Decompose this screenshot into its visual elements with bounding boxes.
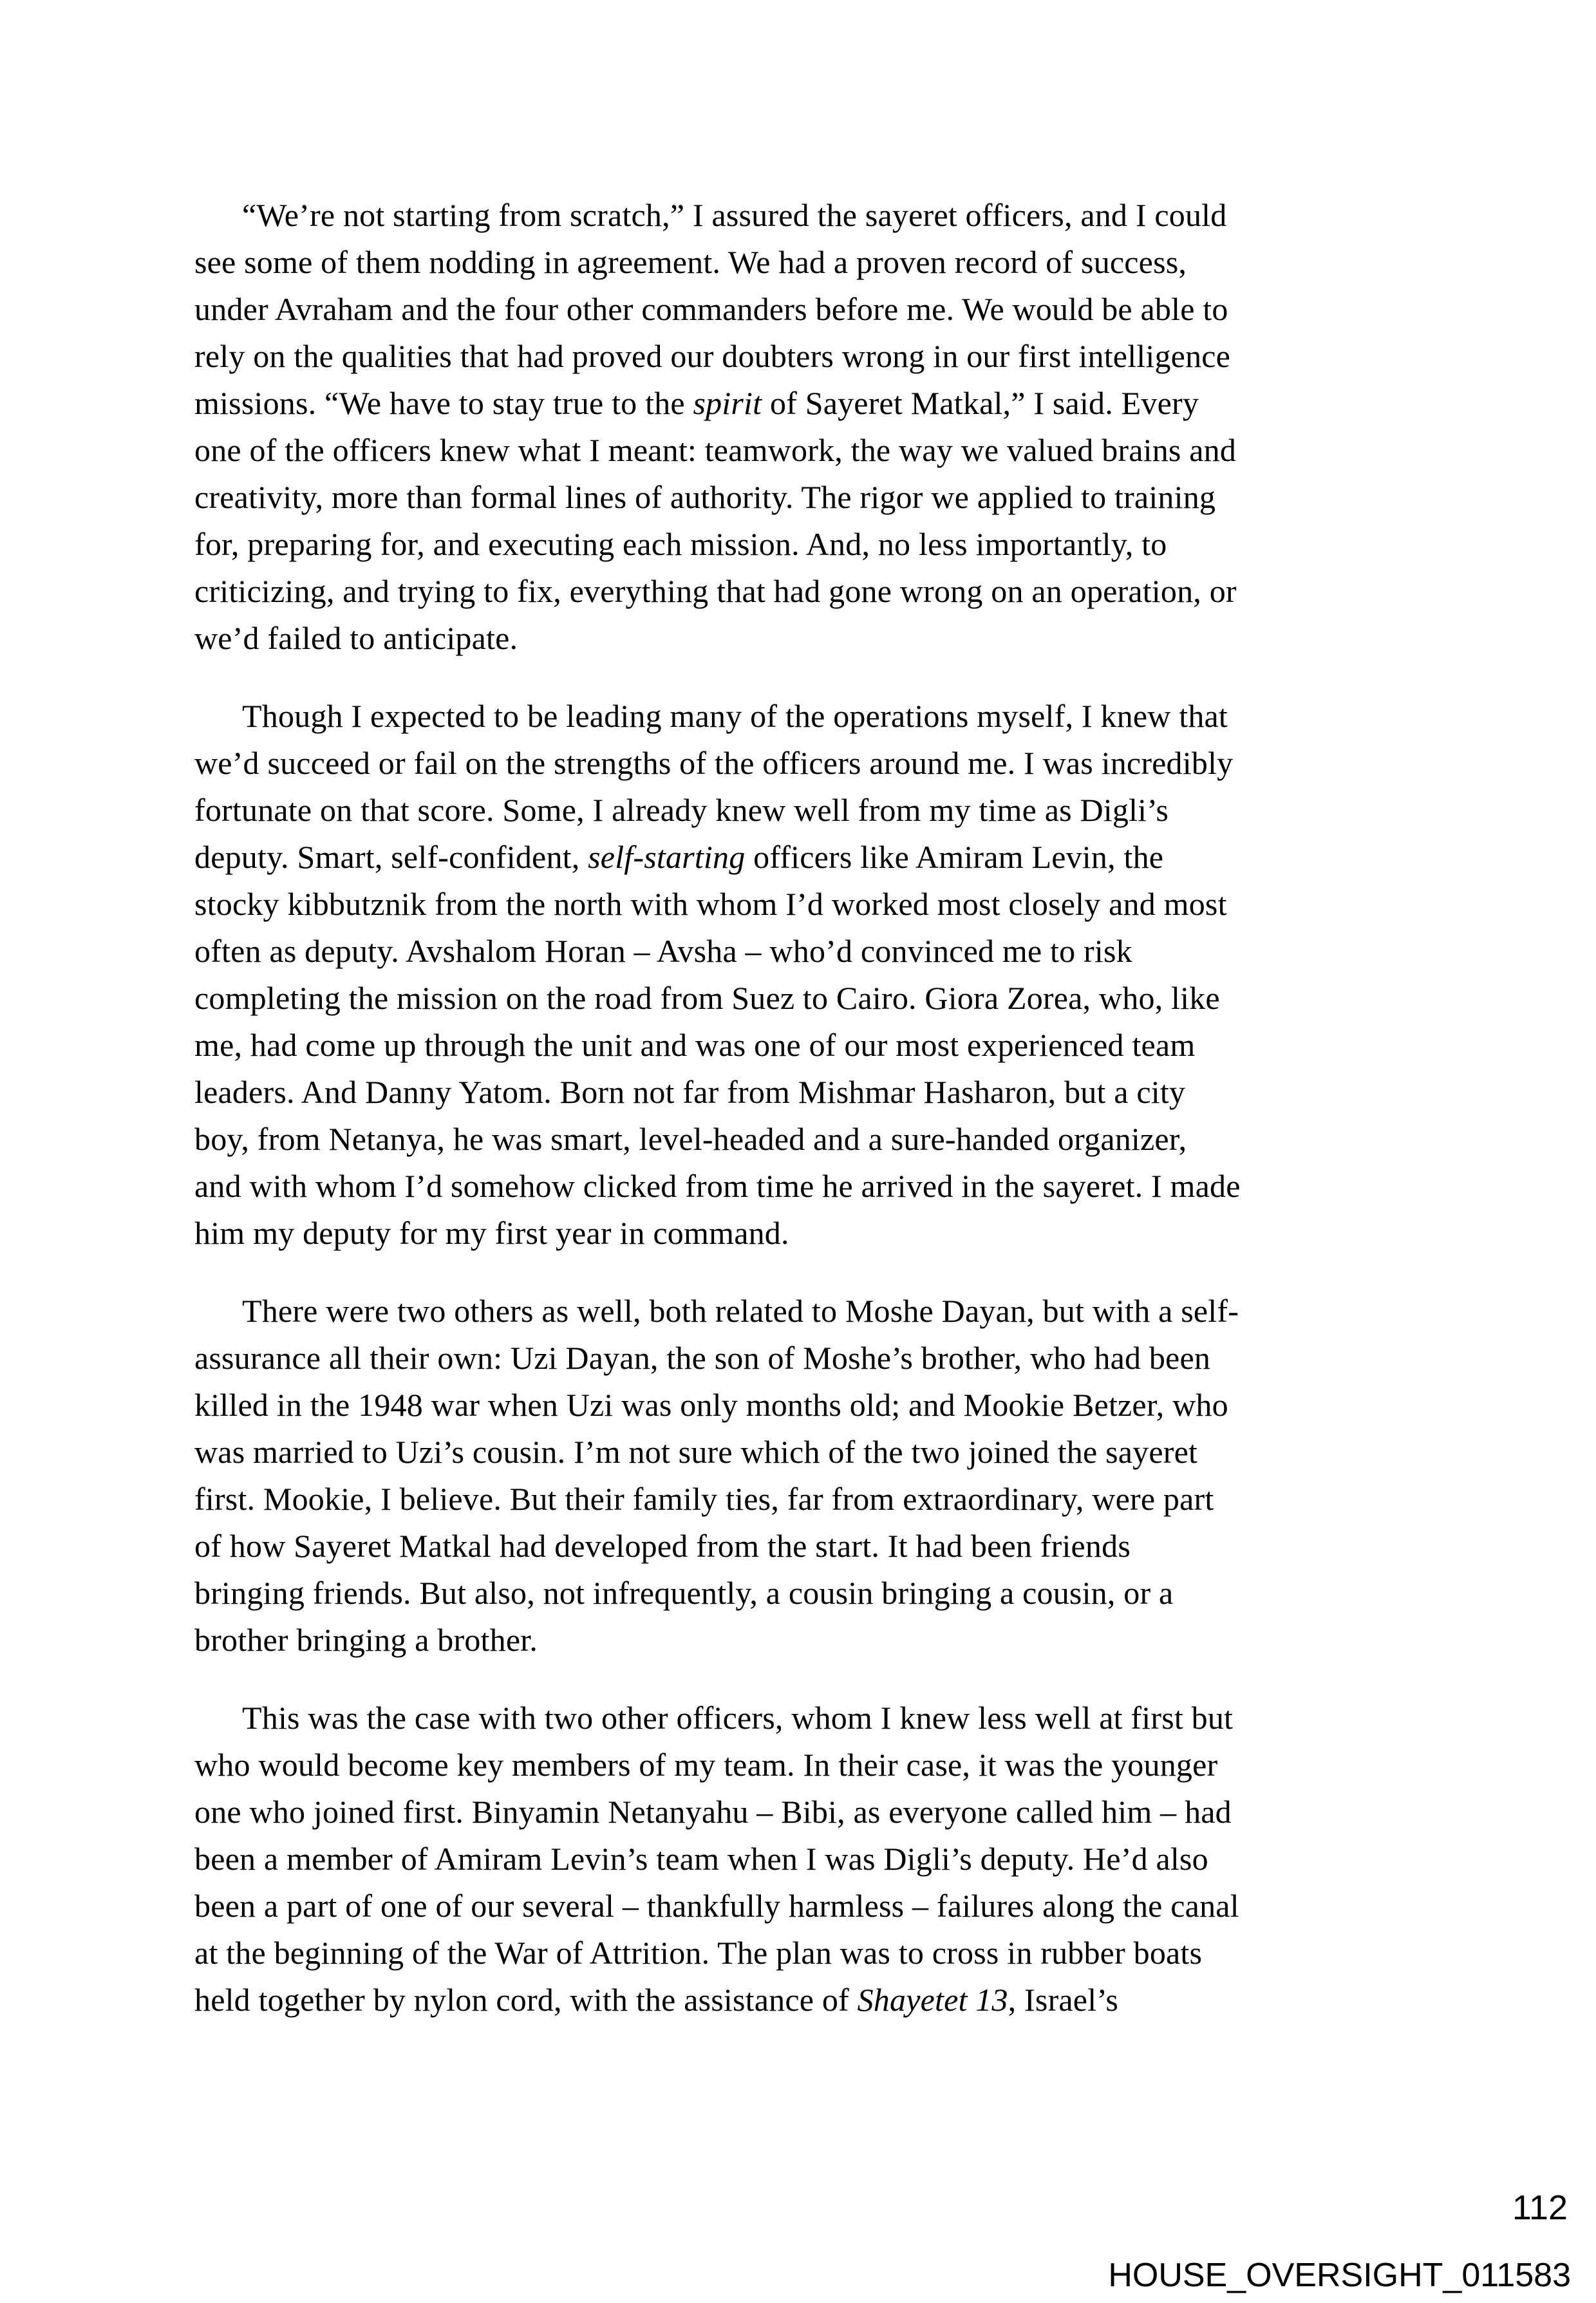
text-segment: him my deputy for my first year in command. [194,1215,789,1251]
text-segment: held together by nylon cord, with the assistance of [194,1982,858,2018]
text-line [194,192,1402,239]
paragraph [194,192,1402,662]
text-segment: completing the mission on the road from Suez to Cairo. Giora Zorea, who, like [194,980,1220,1016]
text-line [194,1977,1402,2024]
italic-text-segment: Shayetet 13 [857,1982,1008,2018]
text-line [194,474,1402,521]
text-segment: criticizing, and trying to fix, everything that had gone wrong on an operation, or [194,573,1237,609]
text-segment: for, preparing for, and executing each mission. And, no less importantly, to [194,526,1167,562]
text-segment: under Avraham and the four other commanders before me. We would be able to [194,291,1228,327]
text-line [194,380,1402,427]
text-line [194,1617,1402,1664]
text-segment: brother bringing a brother. [194,1622,538,1658]
text-segment: fortunate on that score. Some, I already knew well from my time as Digli’s [194,792,1169,828]
bates-stamp: HOUSE_OVERSIGHT_011583 [1108,2257,1571,2294]
text-segment: at the beginning of the War of Attrition. The plan was to cross in rubber boats [194,1935,1203,1971]
paragraph [194,693,1402,1257]
text-line [194,1570,1402,1617]
text-line [194,568,1402,615]
text-segment: me, had come up through the unit and was one of our most experienced team [194,1027,1196,1063]
text-line [194,1742,1402,1789]
text-segment: of Sayeret Matkal,” I said. Every [762,385,1199,421]
text-segment: bringing friends. But also, not infrequently, a cousin bringing a cousin, or a [194,1575,1174,1611]
text-segment: deputy. Smart, self-confident, [194,839,588,875]
text-segment: Though I expected to be leading many of the operations myself, I knew that [242,698,1228,734]
text-line [194,1476,1402,1523]
text-segment: assurance all their own: Uzi Dayan, the son of Moshe’s brother, who had been [194,1340,1211,1376]
text-segment: , Israel’s [1008,1982,1119,2018]
text-line [194,787,1402,834]
page-number: 112 [1512,2188,1568,2227]
text-segment: of how Sayeret Matkal had developed from the start. It had been friends [194,1528,1131,1564]
text-line [194,1210,1402,1257]
text-line [194,881,1402,928]
text-line [194,1789,1402,1836]
text-line [194,1883,1402,1930]
text-line [194,521,1402,568]
text-line [194,615,1402,662]
text-segment: stocky kibbutznik from the north with whom I’d worked most closely and most [194,886,1227,922]
text-line [194,1163,1402,1210]
text-line [194,1116,1402,1163]
text-line [194,928,1402,975]
text-line [194,1288,1402,1335]
paragraph [194,1288,1402,1664]
paragraph [194,1695,1402,2024]
text-segment: see some of them nodding in agreement. We had a proven record of success, [194,244,1187,280]
text-line [194,975,1402,1022]
text-line [194,834,1402,881]
text-line [194,427,1402,474]
text-line [194,1022,1402,1069]
text-segment: killed in the 1948 war when Uzi was only months old; and Mookie Betzer, who [194,1387,1228,1423]
text-segment: officers like Amiram Levin, the [745,839,1164,875]
text-segment: often as deputy. Avshalom Horan – Avsha – who’d convinced me to risk [194,933,1132,969]
text-line [194,1930,1402,1977]
page-body-text [194,192,1402,2024]
text-line [194,1836,1402,1883]
text-line [194,693,1402,740]
text-segment: “We’re not starting from scratch,” I assured the sayeret officers, and I could [242,197,1227,233]
italic-text-segment: spirit [693,385,762,421]
text-segment: rely on the qualities that had proved our doubters wrong in our first intelligence [194,338,1231,374]
text-segment: one who joined first. Binyamin Netanyahu – Bibi, as everyone called him – had [194,1794,1232,1830]
text-segment: been a member of Amiram Levin’s team when I was Digli’s deputy. He’d also [194,1841,1208,1877]
text-segment: boy, from Netanya, he was smart, level-headed and a sure-handed organizer, [194,1121,1187,1157]
text-segment: creativity, more than formal lines of authority. The rigor we applied to training [194,479,1216,515]
text-segment: This was the case with two other officers, whom I knew less well at first but [242,1700,1234,1736]
text-segment: missions. “We have to stay true to the [194,385,693,421]
text-segment: There were two others as well, both related to Moshe Dayan, but with a self- [242,1293,1239,1329]
text-line [194,740,1402,787]
text-line [194,1523,1402,1570]
italic-text-segment: self-starting [588,839,746,875]
text-segment: one of the officers knew what I meant: teamwork, the way we valued brains and [194,432,1237,468]
text-segment: was married to Uzi’s cousin. I’m not sure which of the two joined the sayeret [194,1434,1198,1470]
text-line [194,1695,1402,1742]
text-line [194,333,1402,380]
text-line [194,1382,1402,1429]
text-segment: leaders. And Danny Yatom. Born not far from Mishmar Hasharon, but a city [194,1074,1186,1110]
text-line [194,1069,1402,1116]
text-segment: who would become key members of my team. In their case, it was the younger [194,1747,1218,1783]
text-line [194,239,1402,286]
text-line [194,1429,1402,1476]
text-segment: we’d failed to anticipate. [194,620,518,656]
text-segment: first. Mookie, I believe. But their family ties, far from extraordinary, were part [194,1481,1214,1517]
text-segment: we’d succeed or fail on the strengths of the officers around me. I was incredibly [194,745,1234,781]
text-line [194,286,1402,333]
text-segment: and with whom I’d somehow clicked from time he arrived in the sayeret. I made [194,1168,1241,1204]
text-segment: been a part of one of our several – thankfully harmless – failures along the canal [194,1888,1239,1924]
text-line [194,1335,1402,1382]
